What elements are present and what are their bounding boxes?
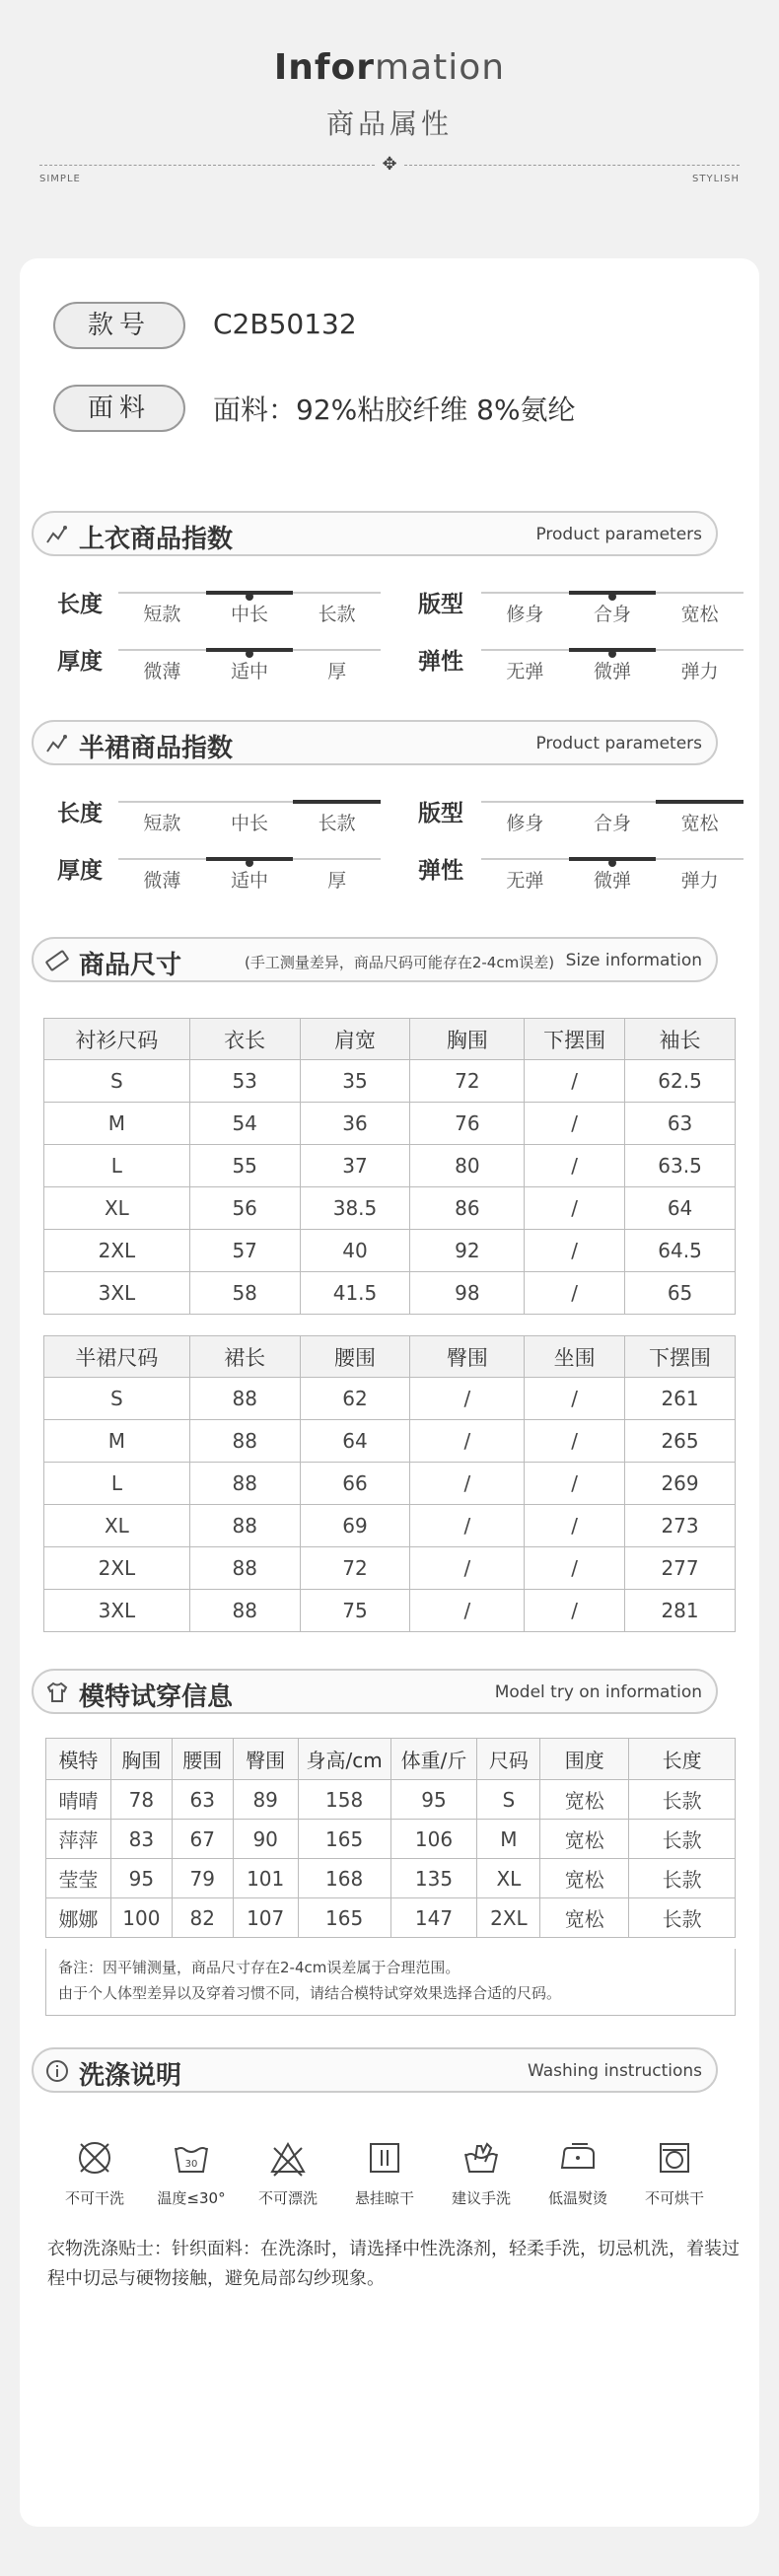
wash-banner: [32, 2047, 718, 2093]
index-option: 弹力: [680, 661, 719, 682]
wash-title: 洗涤说明: [79, 2061, 182, 2091]
wash-30-icon: [144, 2138, 239, 2208]
table-cell: /: [525, 1463, 625, 1505]
table-cell: 92: [410, 1230, 525, 1272]
table-cell: 261: [625, 1378, 736, 1420]
table-row: [44, 1272, 736, 1315]
table-cell: 63: [625, 1103, 736, 1145]
table-cell: M: [477, 1820, 540, 1859]
table-row: [44, 1590, 736, 1632]
table-cell: 69: [300, 1505, 410, 1547]
low-iron-icon: [531, 2138, 625, 2208]
table-cell: 76: [410, 1103, 525, 1145]
table-cell: /: [410, 1420, 525, 1463]
table-row: [46, 1820, 736, 1859]
table-header-cell: 坐围: [525, 1336, 625, 1378]
table-header-cell: 尺码: [477, 1739, 540, 1780]
table-cell: /: [525, 1187, 625, 1230]
index-option: 短款: [143, 604, 181, 625]
table-row: [44, 1378, 736, 1420]
table-cell: S: [477, 1780, 540, 1820]
trend-icon: [45, 732, 69, 755]
page-header: [0, 0, 779, 256]
table-cell: XL: [44, 1187, 190, 1230]
divider-left: [39, 165, 375, 166]
table-header-cell: 臀围: [233, 1739, 298, 1780]
table-cell: 娜娜: [46, 1898, 111, 1938]
table-cell: 88: [189, 1547, 300, 1590]
table-cell: 89: [233, 1780, 298, 1820]
table-cell: /: [525, 1378, 625, 1420]
index-option: 厚: [327, 870, 347, 892]
fabric-value: 面料：92%粘胶纤维 8%氨纶: [213, 394, 576, 426]
table-cell: 135: [390, 1859, 477, 1898]
fabric-label-pill: 面料: [53, 385, 185, 432]
table-header-cell: 裙长: [189, 1336, 300, 1378]
hang-dry-icon: [337, 2138, 432, 2208]
size-title: 商品尺寸: [79, 951, 182, 980]
index-option: 宽松: [680, 813, 719, 834]
no-dry-clean-icon: [47, 2138, 142, 2208]
skirt-index-banner: [32, 720, 718, 765]
table-row: [44, 1103, 736, 1145]
table-cell: 2XL: [44, 1230, 190, 1272]
table-header-cell: 身高/cm: [298, 1739, 390, 1780]
header-subtitle: 商品属性: [325, 107, 453, 140]
index-option: 宽松: [680, 604, 719, 625]
table-cell: 64.5: [625, 1230, 736, 1272]
table-cell: 62.5: [625, 1060, 736, 1103]
index-option: 长款: [318, 813, 356, 834]
index-label: 版型: [418, 801, 463, 826]
table-cell: /: [525, 1547, 625, 1590]
table-cell: XL: [477, 1859, 540, 1898]
index-option: 中长: [230, 604, 268, 625]
table-header-cell: 围度: [540, 1739, 629, 1780]
wash-label: 低温熨烫: [547, 2189, 607, 2207]
table-cell: 90: [233, 1820, 298, 1859]
skirt-index-en: Product parameters: [535, 734, 702, 753]
svg-text:30: 30: [184, 2159, 198, 2170]
table-header-cell: 下摆围: [625, 1336, 736, 1378]
table-row: [44, 1463, 736, 1505]
model-remark: [45, 1949, 736, 2016]
table-row: [44, 1230, 736, 1272]
table-cell: 265: [625, 1420, 736, 1463]
no-bleach-icon: [241, 2138, 335, 2208]
table-header-cell: 模特: [46, 1739, 111, 1780]
divider-right: [404, 165, 740, 166]
table-header-cell: 胸围: [110, 1739, 172, 1780]
table-cell: 宽松: [540, 1780, 629, 1820]
table-cell: 95: [390, 1780, 477, 1820]
code-value: C2B50132: [213, 308, 357, 340]
table-cell: 88: [189, 1463, 300, 1505]
table-cell: 宽松: [540, 1898, 629, 1938]
table-cell: 65: [625, 1272, 736, 1315]
no-tumble-dry-icon: [627, 2138, 722, 2208]
table-cell: 66: [300, 1463, 410, 1505]
table-header-cell: 衣长: [189, 1019, 300, 1060]
index-label: 厚度: [57, 858, 103, 884]
cross-icon: ✥: [382, 154, 397, 175]
table-row: [44, 1145, 736, 1187]
table-cell: 36: [300, 1103, 410, 1145]
size-banner: [32, 937, 718, 982]
table-cell: /: [525, 1145, 625, 1187]
table-cell: 165: [298, 1820, 390, 1859]
table-cell: 67: [172, 1820, 233, 1859]
table-header-cell: 下摆围: [525, 1019, 625, 1060]
table-cell: 53: [189, 1060, 300, 1103]
table-cell: /: [410, 1590, 525, 1632]
index-label: 版型: [418, 592, 463, 617]
remark-line-2: 由于个人体型差异以及穿着习惯不同，请结合模特试穿效果选择合适的尺码。: [58, 1984, 562, 2002]
index-label: 弹性: [418, 858, 463, 884]
table-cell: 82: [172, 1898, 233, 1938]
table-cell: /: [410, 1505, 525, 1547]
table-cell: 63.5: [625, 1145, 736, 1187]
table-row: [44, 1505, 736, 1547]
table-header-cell: 腰围: [172, 1739, 233, 1780]
table-cell: 83: [110, 1820, 172, 1859]
table-cell: 98: [410, 1272, 525, 1315]
wash-tips: 衣物洗涤贴士：针织面料：在洗涤时，请选择中性洗涤剂，轻柔手洗，切忌机洗，着装过程中切忌与硬物接触，避免局部勾纱现象。: [47, 2239, 740, 2289]
table-cell: L: [44, 1463, 190, 1505]
table-header-cell: 胸围: [410, 1019, 525, 1060]
size-en: Size information: [565, 951, 702, 970]
index-option: 适中: [230, 870, 268, 892]
index-option: 微弹: [593, 870, 631, 892]
table-cell: 62: [300, 1378, 410, 1420]
table-cell: 3XL: [44, 1590, 190, 1632]
table-cell: 79: [172, 1859, 233, 1898]
table-cell: 281: [625, 1590, 736, 1632]
table-cell: 95: [110, 1859, 172, 1898]
table-cell: 3XL: [44, 1272, 190, 1315]
table-cell: /: [525, 1505, 625, 1547]
table-header-row: [46, 1739, 736, 1780]
table-cell: 88: [189, 1378, 300, 1420]
index-option: 中长: [230, 813, 268, 834]
table-cell: 35: [300, 1060, 410, 1103]
table-cell: 277: [625, 1547, 736, 1590]
table-cell: /: [525, 1103, 625, 1145]
index-option: 弹力: [680, 870, 719, 892]
table-cell: /: [525, 1272, 625, 1315]
ruler-icon: [45, 949, 69, 972]
table-cell: 64: [300, 1420, 410, 1463]
table-cell: /: [525, 1590, 625, 1632]
table-row: [46, 1780, 736, 1820]
wash-label: 悬挂晾干: [354, 2189, 414, 2207]
top-index-en: Product parameters: [535, 525, 702, 544]
table-cell: 54: [189, 1103, 300, 1145]
table-cell: 72: [300, 1547, 410, 1590]
index-option: 合身: [593, 813, 631, 834]
wash-en: Washing instructions: [527, 2061, 702, 2081]
table-cell: 72: [410, 1060, 525, 1103]
wash-label: 不可漂洗: [257, 2189, 318, 2207]
skirt-index-title: 半裙商品指数: [79, 734, 234, 763]
table-cell: 147: [390, 1898, 477, 1938]
index-label: 长度: [57, 801, 103, 826]
wash-label: 建议手洗: [451, 2189, 511, 2207]
table-cell: 56: [189, 1187, 300, 1230]
table-row: [44, 1187, 736, 1230]
index-option: 长款: [318, 604, 356, 625]
table-cell: 长款: [629, 1820, 736, 1859]
table-cell: 158: [298, 1780, 390, 1820]
table-header-cell: 半裙尺码: [44, 1336, 190, 1378]
index-selected-marker: [656, 800, 744, 804]
size-note: (手工测量差异，商品尺码可能存在2-4cm误差): [245, 954, 555, 971]
table-header-cell: 臀围: [410, 1336, 525, 1378]
table-cell: 88: [189, 1420, 300, 1463]
table-header-row: [44, 1019, 736, 1060]
table-cell: 长款: [629, 1898, 736, 1938]
table-header-cell: 袖长: [625, 1019, 736, 1060]
index-label: 长度: [57, 592, 103, 617]
table-cell: M: [44, 1103, 190, 1145]
table-cell: 63: [172, 1780, 233, 1820]
header-title: Information: [273, 47, 506, 88]
index-option: 微薄: [143, 870, 181, 892]
shirt-icon: [45, 1681, 69, 1704]
table-cell: 长款: [629, 1780, 736, 1820]
table-header-cell: 长度: [629, 1739, 736, 1780]
table-cell: 55: [189, 1145, 300, 1187]
table-cell: /: [525, 1420, 625, 1463]
table-cell: /: [525, 1230, 625, 1272]
code-label-pill: 款号: [53, 302, 185, 349]
table-cell: 长款: [629, 1859, 736, 1898]
table-header-cell: 腰围: [300, 1336, 410, 1378]
table-cell: 165: [298, 1898, 390, 1938]
top-index-title: 上衣商品指数: [79, 525, 234, 554]
table-cell: 40: [300, 1230, 410, 1272]
table-cell: 88: [189, 1505, 300, 1547]
index-option: 合身: [593, 604, 631, 625]
table-cell: /: [525, 1060, 625, 1103]
table-cell: XL: [44, 1505, 190, 1547]
table-cell: 107: [233, 1898, 298, 1938]
hand-wash-icon: [434, 2138, 529, 2208]
table-cell: 57: [189, 1230, 300, 1272]
table-row: [46, 1859, 736, 1898]
table-cell: /: [410, 1547, 525, 1590]
table-cell: S: [44, 1060, 190, 1103]
table-cell: 273: [625, 1505, 736, 1547]
table-cell: 晴晴: [46, 1780, 111, 1820]
remark-line-1: 备注：因平铺测量，商品尺寸存在2-4cm误差属于合理范围。: [58, 1959, 460, 1976]
table-cell: 168: [298, 1859, 390, 1898]
info-icon: [45, 2059, 69, 2083]
model-banner: [32, 1669, 718, 1714]
tag-simple: SIMPLE: [39, 174, 81, 184]
index-option: 微弹: [593, 661, 631, 682]
table-cell: 88: [189, 1590, 300, 1632]
table-row: [44, 1547, 736, 1590]
table-cell: 莹莹: [46, 1859, 111, 1898]
table-cell: 86: [410, 1187, 525, 1230]
table-header-row: [44, 1336, 736, 1378]
table-cell: 37: [300, 1145, 410, 1187]
top-index-banner: [32, 511, 718, 556]
index-selected-marker: [293, 800, 381, 804]
index-option: 无弹: [506, 661, 544, 682]
table-header-cell: 衬衫尺码: [44, 1019, 190, 1060]
index-option: 短款: [143, 813, 181, 834]
table-header-cell: 体重/斤: [390, 1739, 477, 1780]
table-cell: 38.5: [300, 1187, 410, 1230]
shirt-size-table: [43, 1018, 736, 1315]
index-option: 厚: [327, 661, 347, 682]
skirt-size-table: [43, 1335, 736, 1632]
table-cell: 58: [189, 1272, 300, 1315]
wash-label: 温度≤30°: [157, 2189, 226, 2207]
table-cell: /: [410, 1463, 525, 1505]
index-label: 弹性: [418, 649, 463, 675]
table-cell: 64: [625, 1187, 736, 1230]
table-cell: 106: [390, 1820, 477, 1859]
table-cell: 2XL: [44, 1547, 190, 1590]
model-table: [45, 1738, 736, 1938]
table-cell: /: [410, 1378, 525, 1420]
table-cell: 269: [625, 1463, 736, 1505]
model-en: Model try on information: [494, 1682, 702, 1702]
index-option: 适中: [230, 661, 268, 682]
table-cell: 宽松: [540, 1859, 629, 1898]
table-cell: 75: [300, 1590, 410, 1632]
table-cell: 2XL: [477, 1898, 540, 1938]
index-option: 微薄: [143, 661, 181, 682]
tag-stylish: STYLISH: [692, 174, 740, 184]
table-cell: 41.5: [300, 1272, 410, 1315]
index-option: 修身: [506, 813, 544, 834]
table-cell: 78: [110, 1780, 172, 1820]
table-cell: 宽松: [540, 1820, 629, 1859]
table-cell: M: [44, 1420, 190, 1463]
wash-label: 不可干洗: [64, 2189, 124, 2207]
model-title: 模特试穿信息: [79, 1682, 234, 1712]
table-row: [44, 1420, 736, 1463]
wash-label: 不可烘干: [644, 2189, 704, 2207]
trend-icon: [45, 523, 69, 546]
table-cell: L: [44, 1145, 190, 1187]
table-cell: 80: [410, 1145, 525, 1187]
table-cell: S: [44, 1378, 190, 1420]
index-option: 修身: [506, 604, 544, 625]
index-label: 厚度: [57, 649, 103, 675]
table-row: [44, 1060, 736, 1103]
table-cell: 100: [110, 1898, 172, 1938]
table-cell: 101: [233, 1859, 298, 1898]
table-header-cell: 肩宽: [300, 1019, 410, 1060]
index-option: 无弹: [506, 870, 544, 892]
table-cell: 萍萍: [46, 1820, 111, 1859]
table-row: [46, 1898, 736, 1938]
